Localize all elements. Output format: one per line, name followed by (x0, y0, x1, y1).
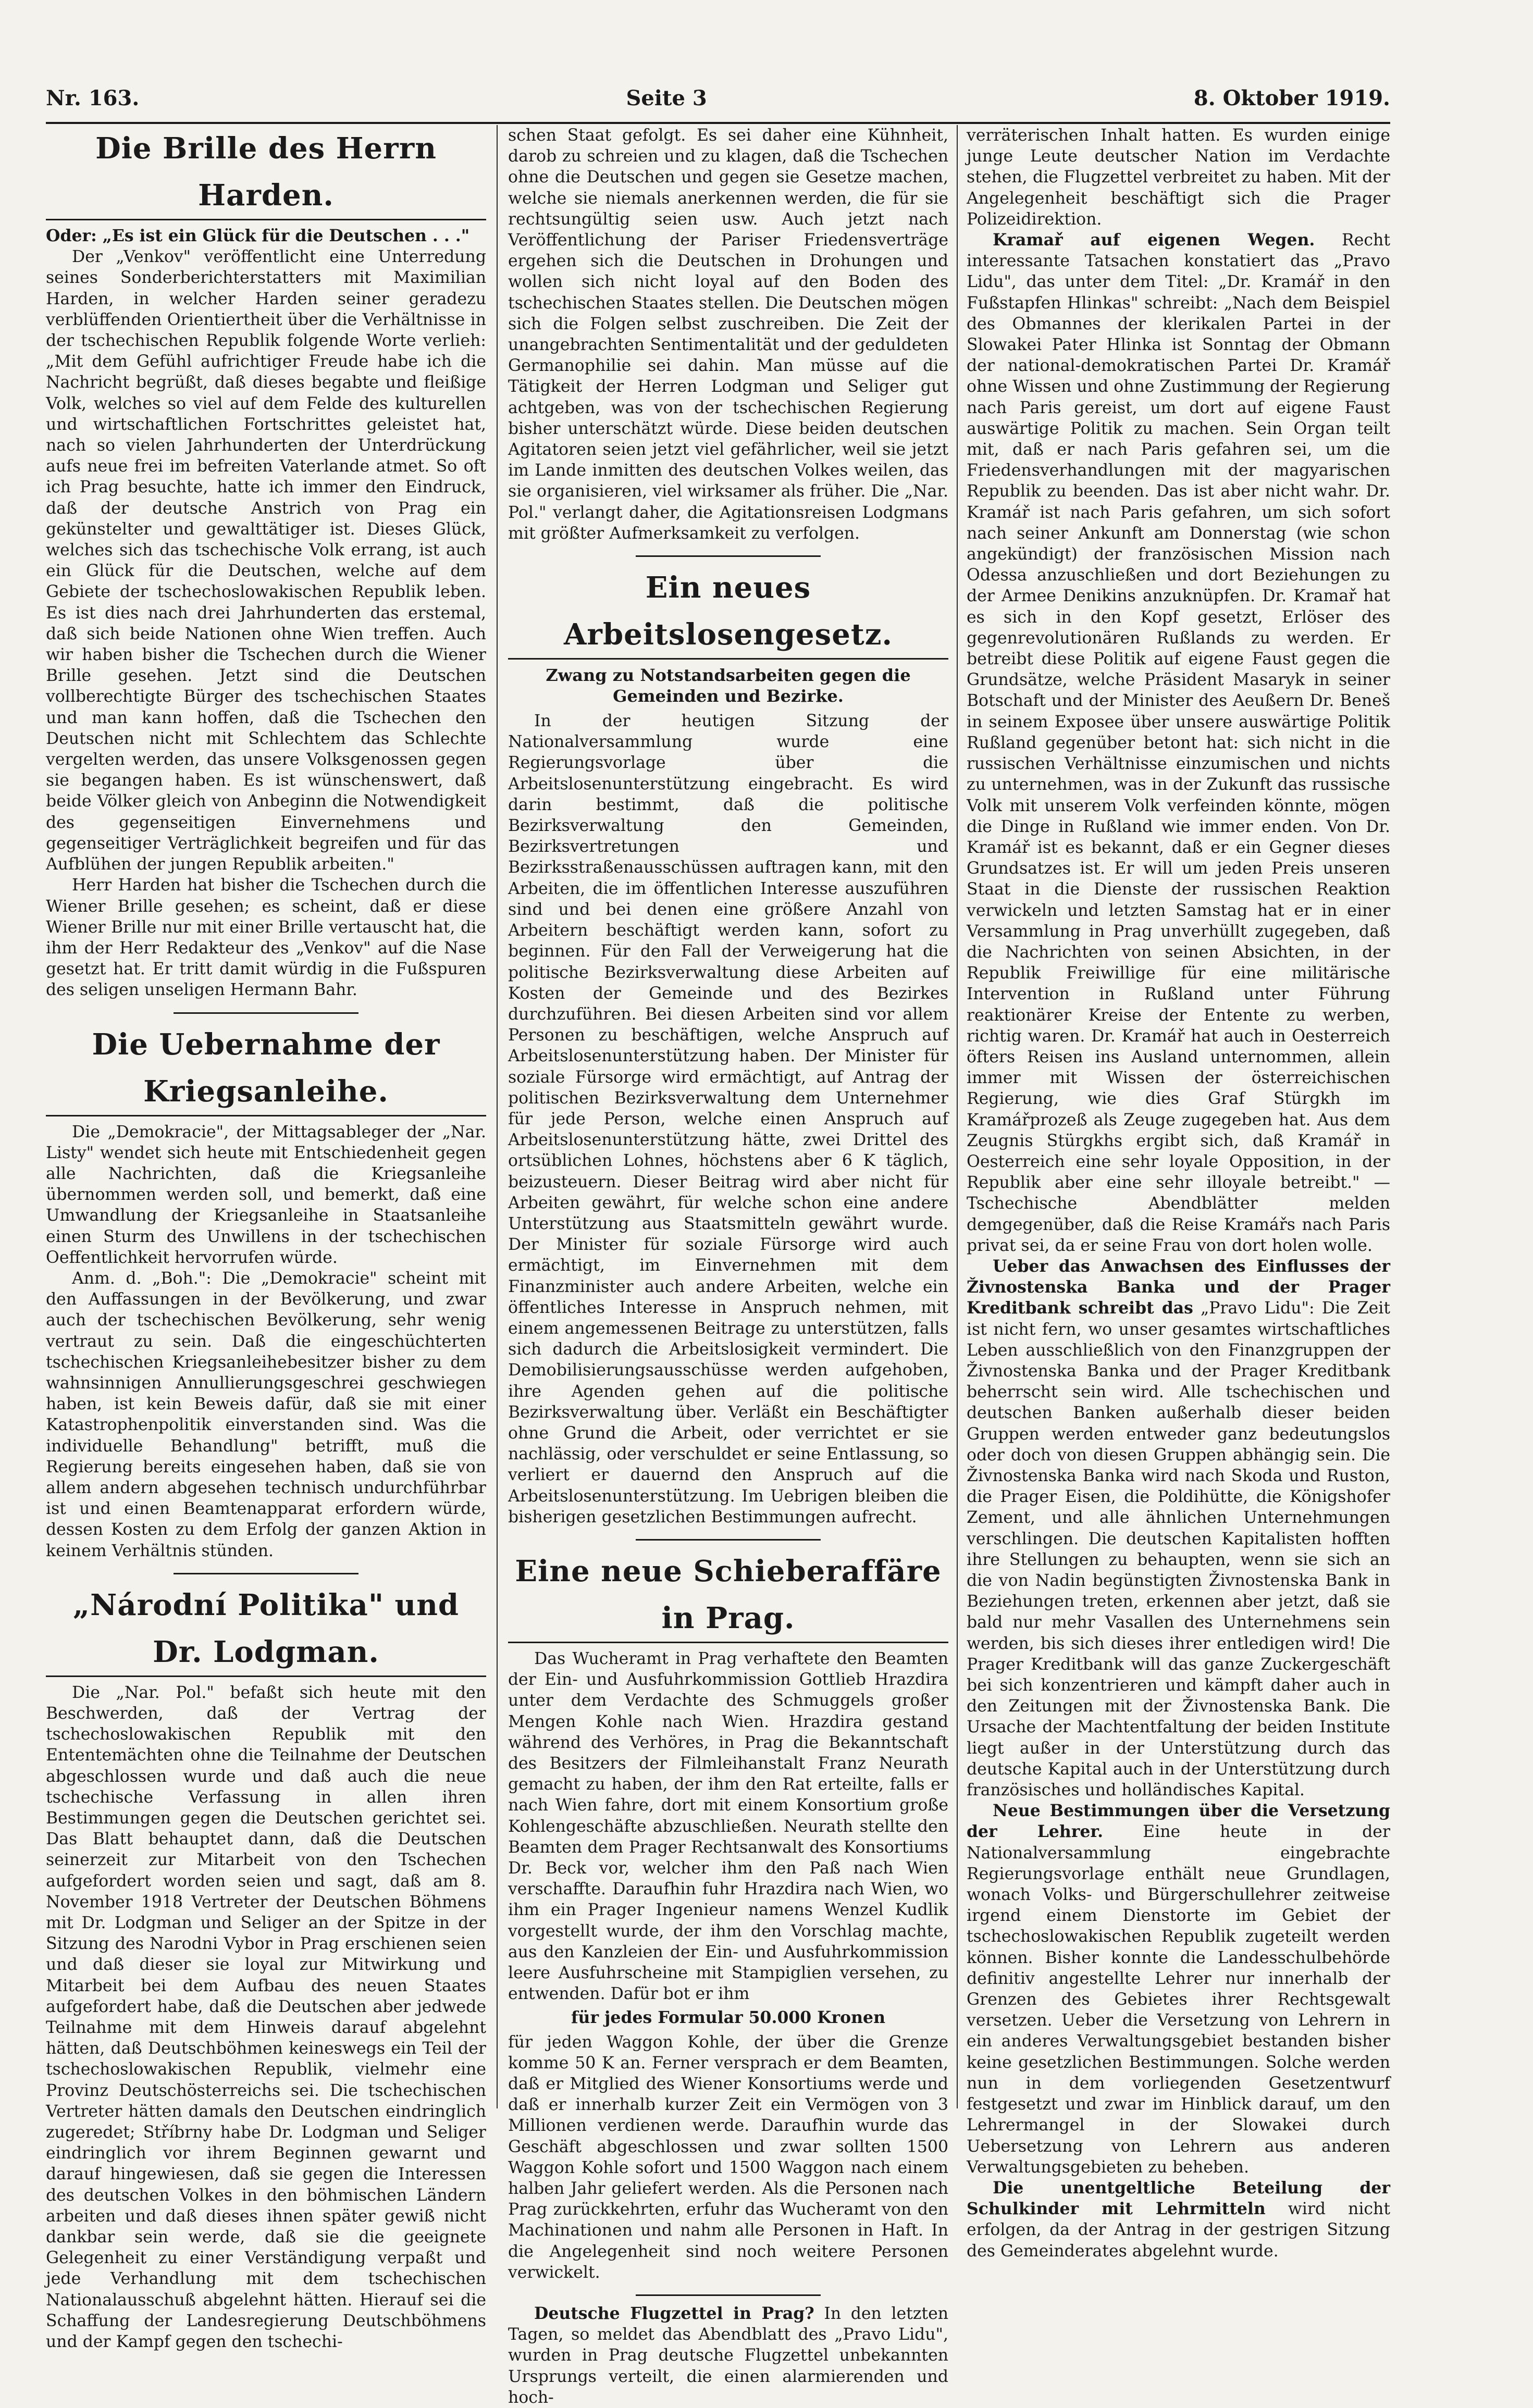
article-paragraph: In der heutigen Sitzung der Nationalversammlung wurde eine Regierungsvorlage über die Arbeitslosenunterstützung eingebracht. Es wird darin bestimmt, daß die politische Bezirksverwaltung den Gemeinden, Bezirksvertretungen und Bezirksstraßenausschüssen auftragen kann, mit den Arbeiten, die im öffentlichen Interesse auszuführen sind und bei denen eine größere Anzahl von Arbeitern beschäftigt werden kann, sofort zu beginnen. Für den Fall der Verweigerung hat die politische Bezirksverwaltung diese Arbeiten auf Kosten der Gemeinde und des Bezirkes durchzuführen. Bei diesen Arbeiten sind vor allem Personen zu beschäftigen, welche Anspruch auf Arbeitslosenunterstützung haben. Der Minister für soziale Fürsorge wird ermächtigt, auf Antrag der politischen Bezirksverwaltung dem Unternehmer für jede Person, welche einen Anspruch auf Arbeitslosenunterstützung hätte, zwei Drittel des ortsüblichen Lohnes, höchstens aber 6 K täglich, beizusteuern. Dieser Beitrag wird aber nicht für Arbeiten gewährt, für welche schon eine andere Unterstützung aus Staatsmitteln gewährt wurde. Der Minister für soziale Fürsorge wird auch ermächtigt, im Einvernehmen mit dem Finanzminister auch andere Arbeiten, welche ein öffentliches Interesse in Anspruch nehmen, mit einem angemessenen Beitrage zu unterstützen, falls sich dadurch die Arbeitslosigkeit vermindert. Die Demobilisierungsausschüsse werden aufgehoben, ihre Agenden gehen auf die politische Bezirksverwaltung über. Verläßt ein Beschäftigter ohne Grund die Arbeit, oder verrichtet er sie nachlässig, oder verschuldet er seine Entlassung, so verliert er dauernd den Anspruch auf die Arbeitslosenunterstützung. Im Uebrigen bleiben die bisherigen gesetzlichen Bestimmungen aufrecht. (508, 712, 948, 1526)
article-title-schieberaffaere: Eine neue Schieberaffäre in Prag. (508, 1548, 948, 1643)
page-header (46, 77, 1390, 119)
issue-date: 8. Oktober 1919. (1193, 85, 1390, 110)
news-item-lead: Ueber das Anwachsen des Einflusses der Živnostenska Banka und der Prager Kreditbank schreibt das (967, 1256, 1390, 1318)
article-subtitle-brille: Oder: „Es ist ein Glück für die Deutschen . . ." (46, 226, 470, 245)
article-paragraph: Die „Demokracie", der Mittagsableger der „Nar. Listy" wendet sich heute mit Entschiedenheit gegen alle Nachrichten, daß die Kriegsanleihe übernommen werden soll, und bemerkt, daß eine Umwandlung der Kriegsanleihe in Staatsanleihe einen Sturm des Unwillens in der tschechischen Oeffentlichkeit hervorrufen würde. (46, 1122, 486, 1267)
news-item-text: Eine heute in der Nationalversammlung eingebrachte Regierungsvorlage enthält neue Grundlagen, wonach Volks- und Bürgerschullehrer zeitweise irgend einem Dienstorte im Gebiet der tschechoslowakischen Republik zugeteilt werden können. Bisher konnte die Landesschulbehörde definitiv angestellte Lehrer nur innerhalb der Grenzen des Gebietes ihrer Rechtsgewalt versetzen. Ueber die Versetzung von Lehrern in ein anderes Verwaltungsgebiet bestanden bisher keine gesetzlichen Bestimmungen. Solche werden nun in dem vorliegenden Gesetzentwurf festgesetzt und zwar im Hinblick darauf, um den Lehrermangel in der Slowakei durch Uebersetzung von Lehrern aus anderen Verwaltungsgebieten zu beheben. (967, 1822, 1391, 2177)
article-title-arbeitslosengesetz: Ein neues Arbeitslosengesetz. (508, 564, 948, 660)
article-title-kriegsanleihe: Die Uebernahme der Kriegsanleihe. (46, 1021, 486, 1116)
article-title-narodni-politika: „Národní Politika" und Dr. Lodgman. (46, 1582, 486, 1677)
header-rule (46, 122, 1390, 124)
article-paragraph: Herr Harden hat bisher die Tschechen durch die Wiener Brille gesehen; es scheint, daß er diese Wiener Brille nur mit einer Brille vertauscht hat, die ihm der Herr Redakteur des „Venkov" auf die Nase gesetzt hat. Er tritt damit würdig in die Fußspuren des seligen unseligen Hermann Bahr. (46, 876, 486, 1000)
page-number: Seite 3 (626, 85, 707, 110)
news-item-text: Recht interessante Tatsachen konstatiert das „Pravo Lidu", das unter dem Titel: „Dr. Kramář in den Fußstapfen Hlinkas" schreibt: „Nach dem Beispiel des Obmannes der klerikalen Partei in der Slowakei Pater Hlinka ist Sonntag der Obmann der national-demokratischen Partei Dr. Kramář ohne Wissen und ohne Zustimmung der Regierung nach Paris gereist, um dort auf eigene Faust auswärtige Politik zu machen. Sein Organ teilt mit, daß er nach Paris gefahren sei, um die Friedensverhandlungen mit der magyarischen Republik zu beenden. Das ist aber nicht wahr. Dr. Kramář ist nach Paris gefahren, um sich sofort nach seiner Ankunft am Donnerstag (wie schon angekündigt) der französischen Mission nach Odessa anzuschließen und dort Beziehungen zu der Armee Denikins anzuknüpfen. Dr. Kramař hat es sich in den Kopf gesetzt, Erlöser des gegenrevolutionären Rußlands zu werden. Er betreibt diese Politik auf eigene Faust gegen die Grundsätze, welche Präsident Masaryk in seiner Botschaft und der Minister des Aeußern Dr. Beneš in seinem Exposee über unsere auswärtige Politik Rußland gegenüber betont hat: sich nicht in die russischen Verhältnisse einzumischen und nichts zu unternehmen, was in der Zukunft das russische Volk mit unserem Volk verfeinden könnte, mögen die Dinge in Rußland wie immer enden. Von Dr. Kramář ist es bekannt, daß er ein Gegner dieses Grundsatzes ist. Er will um jeden Preis unseren Staat in die Dienste der russischen Reaktion verwickeln und letzten Samstag hat er in einer Versammlung in Prag unverhüllt zugegeben, daß die Nachrichten von seinen Absichten, in der Republik Freiwillige für eine militärische Intervention in Rußland unter Führung reaktionärer Kreise der Entente zu werben, richtig waren. Dr. Kramář hat auch in Oesterreich öfters Reisen ins Ausland unternommen, allein immer mit Wissen der österreichischen Regierung, wie dies Graf Stürgkh im Kramářprozeß als Zeuge zugegeben hat. Aus dem Zeugnis Stürgkhs ergibt sich, daß Kramář in Oesterreich eine sehr loyale Opposition, in der Republik aber eine sehr illoyale betreibt." — Tschechische Abendblätter melden demgegenüber, daß die Reise Kramářs nach Paris privat sei, da er seine Frau von dort holen wolle. (967, 231, 1390, 1255)
news-item-lead: Neue Bestimmungen über die Versetzung der Lehrer. (967, 1801, 1390, 1842)
article-paragraph-continued: schen Staat gefolgt. Es sei daher eine Kühnheit, darob zu schreien und zu klagen, daß die Tschechen ohne die Deutschen und gegen sie Gesetze machen, welche sie niemals anerkennen werden, die für sie rechtsungültig seien usw. Auch jetzt nach Veröffentlichung der Pariser Friedensverträge ergehen sich die Deutschen in Drohungen und wollen sich nicht loyal auf den Boden des tschechischen Staates stellen. Die Deutschen mögen sich die Folgen selbst zuschreiben. Die Zeit der unangebrachten Sentimentalität und der geduldeten Germanophilie sei dahin. Man müsse auf die Tätigkeit der Herren Lodgman und Seliger gut achtgeben, was von der tschechischen Regierung bisher unterschätzt würde. Diese beiden deutschen Agitatoren seien jetzt viel gefährlicher, weil sie jetzt im Lande inmitten des deutschen Volkes weilen, das sie organisieren, viel wirksamer als früher. Die „Nar. Pol." verlangt daher, die Agitationsreisen Lodgmans mit größter Aufmerksamkeit zu verfolgen. (508, 126, 948, 543)
article-subtitle-arbeitslosengesetz: Zwang zu Notstandsarbeiten gegen die Gemeinden und Bezirke. (546, 665, 911, 706)
news-item-kramar (967, 230, 1390, 1256)
article-paragraph: Die „Nar. Pol." befaßt sich heute mit den Beschwerden, daß der Vertrag der tschechoslowakischen Republik mit den Ententemächten ohne die Teilnahme der Deutschen abgeschlossen wurde und daß auch die neue tschechische Verfassung in allen ihren Bestimmungen gegen die Deutschen gerichtet sei. Das Blatt behauptet dann, daß die Deutschen seinerzeit zur Mitarbeit von den Tschechen aufgefordert worden seien und sagt, daß am 8. November 1918 Vertreter der Deutschen Böhmens mit Dr. Lodgman und Seliger an der Spitze in der Sitzung des Narodni Vybor in Prag erschienen seien und daß dieser sie loyal zur Mitwirkung und Mitarbeit bei dem Aufbau des neuen Staates aufgefordert habe, daß die Deutschen aber jedwede Teilnahme mit dem Hinweis darauf abgelehnt hätten, daß Deutschböhmen keineswegs ein Teil der tschechoslowakischen Republik, vielmehr eine Provinz Deutschösterreichs sei. Die tschechischen Vertreter hätten damals den Deutschen eindringlich zugeredet; Stříbrny habe Dr. Lodgman und Seliger eindringlich vor ihrem Beginnen gewarnt und darauf hingewiesen, daß sie gegen die Interessen des deutschen Volkes in den böhmischen Ländern arbeiten und daß dieses ihnen später gewiß nicht dankbar sein werde, daß sie die geeignete Gelegenheit zu einer Verständigung verpaßt und jede Verhandlung mit dem tschechischen Nationalausschuß abgelehnt hätten. Hierauf sei die Schaffung der Landesregierung Deutschböhmens und der Kampf gegen den tschechi- (46, 1683, 486, 2352)
news-item-lead: Deutsche Flugzettel in Prag? (534, 2304, 814, 2324)
issue-number: Nr. 163. (46, 85, 140, 110)
column-divider (497, 125, 498, 2108)
centered-line: für jedes Formular 50.000 Kronen (571, 2008, 885, 2028)
article-divider (636, 2294, 821, 2296)
column-1 (46, 125, 486, 2352)
article-paragraph: für jeden Waggon Kohle, der über die Grenze komme 50 K an. Ferner versprach er dem Beamten, daß er Mitglied des Wiener Konsortiums werde und daß er innerhalb kurzer Zeit ein Vermögen von 3 Millionen verdienen werde. Daraufhin wurde das Geschäft abgeschlossen und zwar sollten 1500 Waggon Kohle sofort und 1500 Waggon nach einem halben Jahr geliefert werden. Als die Personen nach Prag zurückkehrten, erfuhr das Wucheramt von den Machinationen und nahm alle Personen in Haft. In die Angelegenheit sind noch weitere Personen verwickelt. (508, 2032, 948, 2282)
news-item-text: In den letzten Tagen, so meldet das Abendblatt des „Pravo Lidu", wurden in Prag deutsche Flugzettel unbekannten Ursprungs verteilt, die einen alarmierenden und hoch- (508, 2304, 949, 2407)
article-divider (636, 555, 821, 557)
column-2 (508, 125, 949, 2407)
article-divider (174, 1573, 358, 1574)
news-item-text: „Pravo Lidu": Die Zeit ist nicht fern, wo unser gesamtes wirtschaftliches Leben ausschließlich von den Finanzgruppen der Živnostenska Banka und der Prager Kreditbank beherrscht sein wird. Alle tschechischen und deutschen Banken außerhalb dieser beiden Gruppen werden entweder ganz bedeutungslos oder doch von diesen Gruppen abhängig sein. Die Živnostenska Banka wird nach Skoda und Ruston, die Prager Eisen, die Poldihütte, die Königshofer Zement, und alle ähnlichen Unternehmungen verschlingen. Die deutschen Kapitalisten hofften ihre Stellungen zu behaupten, wenn sie sich an die von Nadin begünstigten Živnostenska Bank in Beziehungen treten, erkennen aber jetzt, daß sie bald nur mehr Vasallen des Unternehmens sein werden, bis sich dieses ihrer entledigen wird! Die Prager Kreditbank will das ganze Zuckergeschäft bei sich konzentrieren und kämpft daher auch in den Zeitungen mit der Živnostenska Bank. Die Ursache der Machtentfaltung der beiden Institute liegt außer in der Unterstützung durch das deutsche Kapital auch in der Unterstützung durch französisches und holländisches Kapital. (967, 1299, 1390, 1800)
article-divider (636, 1539, 821, 1541)
news-item-banks (967, 1256, 1390, 1801)
column-divider (957, 125, 958, 2108)
news-item-lehrer (967, 1801, 1390, 2178)
news-item-lead: Kramař auf eigenen Wegen. (993, 230, 1315, 250)
news-item-schulkinder (967, 2178, 1390, 2262)
news-item-flugzettel (508, 2303, 948, 2408)
news-item-lead: Die unentgeltliche Beteilung der Schulkinder mit Lehrmitteln (967, 2178, 1390, 2219)
article-paragraph-continued: verräterischen Inhalt hatten. Es wurden einige junge Leute deutscher Nation im Verdachte stehen, die Flugzettel verbreitet zu haben. Mit der Angelegenheit beschäftigt sich die Prager Polizeidirektion. (967, 126, 1390, 229)
article-title-brille: Die Brille des Herrn Harden. (46, 125, 486, 220)
article-paragraph: Anm. d. „Boh.": Die „Demokracie" scheint mit den Auffassungen in der Bevölkerung, und zwar auch der tschechischen Bevölkerung, sehr wenig vertraut zu sein. Daß die eingeschüchterten tschechischen Kriegsanleihebesitzer bisher zu dem wahnsinnigen Annullierungsgeschrei geschwiegen haben, ist kein Beweis dafür, daß sie mit einer Katastrophenpolitik einverstanden sind. Was die individuelle Behandlung" betrifft, muß die Regierung bereits eingesehen haben, daß sie von allem andern abgesehen technisch undurchführbar ist und einen Beamtenapparat erfordern würde, dessen Kosten zu dem Erfolg der ganzen Aktion in keinem Verhältnis stünden. (46, 1269, 486, 1560)
article-divider (174, 1012, 358, 1014)
article-paragraph: Das Wucheramt in Prag verhaftete den Beamten der Ein- und Ausfuhrkommission Gottlieb Hrazdira unter dem Verdachte des Schmuggels großer Mengen Kohle nach Wien. Hrazdira gestand während des Verhöres, in Prag die Bekanntschaft des Besitzers der Filmleihanstalt Franz Neurath gemacht zu haben, der ihm den Rat erteilte, falls er nach Wien fahre, dort mit einem Konsortium große Kohlengeschäfte abzuschließen. Neurath stellte den Beamten dem Prager Rechtsanwalt des Konsortiums Dr. Beck vor, welcher ihm den Paß nach Wien verschaffte. Daraufhin fuhr Hrazdira nach Wien, wo ihm ein Prager Ingenieur namens Wenzel Kudlik vorgestellt wurde, der ihm den Vorschlag machte, aus den Kanzleien der Ein- und Ausfuhrkommission leere Ausfuhrscheine mit Stampiglien versehen, zu entwenden. Dafür bot er ihm (508, 1649, 948, 2004)
article-paragraph: Der „Venkov" veröffentlicht eine Unterredung seines Sonderberichterstatters mit Maximilian Harden, in welcher Harden seiner geradezu verblüffenden Orientiertheit über die Verhältnisse in der tschechischen Republik folgende Worte verlieh: „Mit dem Gefühl aufrichtiger Freude habe ich die Nachricht begrüßt, daß dieses begabte und fleißige Volk, welches so viel auf dem Felde des kulturellen und wirtschaftlichen Fortschrittes geleistet hat, nach so vielen Jahrhunderten der Unterdrückung aufs neue frei im befreiten Vaterlande atmet. So oft ich Prag besuchte, hatte ich immer den Eindruck, daß der deutsche Anstrich von Prag ein gekünstelter und gewalttätiger ist. Dieses Glück, welches sich das tschechische Volk errang, ist auch ein Glück für die Deutschen, welche auf dem Gebiete der tschechoslowakischen Republik leben. Es ist dies nach drei Jahrhunderten das erstemal, daß sich beide Nationen ohne Wien treffen. Auch wir haben bisher die Tschechen durch die Wiener Brille gesehen. Jetzt sind die Deutschen vollberechtigte Bürger des tschechischen Staates und man kann hoffen, daß die Tschechen den Deutschen nicht mit Schlechtem das Schlechte vergelten werden, das unsere Volksgenossen gegen sie begangen haben. Es ist wünschenswert, daß beide Völker gleich von Anbeginn die Notwendigkeit des gegenseitigen Einvernehmens und gegenseitiger Verträglichkeit begreifen und für das Aufblühen der jungen Republik arbeiten." (46, 247, 486, 874)
news-item-text: wird nicht erfolgen, da der Antrag in der gestrigen Sitzung des Gemeinderates abgelehnt wurde. (967, 2200, 1390, 2261)
column-3 (967, 125, 1391, 2261)
